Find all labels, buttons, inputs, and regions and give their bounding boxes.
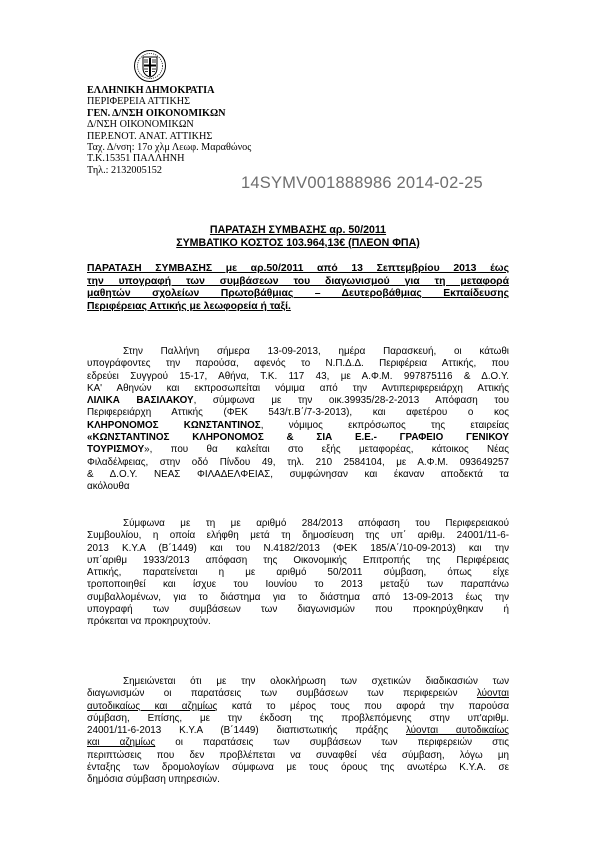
body-line: ΚΑ' Αθηνών και εκπροσωπείται νόμιμα από την Αντιπεριφερειάρχη Αττικής xyxy=(87,382,509,394)
subject-line: μαθητών σχολείων Πρωτοβάθμιας – Δευτεροβάθμιας Εκπαίδευσης xyxy=(87,288,509,300)
header-line: Ταχ. Δ/νση: 17ο χλμ Λεωφ. Μαραθώνος xyxy=(87,142,252,154)
body-line: συμβαλλομένων, για το διάστημα για το διάστημα από 13-09-2013 έως την xyxy=(87,591,509,603)
subject-block xyxy=(87,263,509,314)
body-line: εδρεύει Συγγρού 15-17, Αθήνα, Τ.Κ. 117 43, με Α.Φ.Μ. 997875116 & Δ.Ο.Υ. xyxy=(87,370,509,382)
body-text: κατά το μέρος τους που αφορά την παρούσα xyxy=(217,700,510,712)
body-line: Σημειώνεται ότι με την ολοκλήρωση των σχετικών διαδικασιών των xyxy=(123,676,509,687)
company-name-end: ΤΟΥΡΙΣΜΟΥ xyxy=(87,444,145,456)
underlined-text: λύονται xyxy=(476,688,509,700)
subject-line: την υπογραφή των συμβάσεων του διαγωνισμού για τη μεταφορά xyxy=(87,275,509,287)
title-line: ΠΑΡΑΤΑΣΗ ΣΥΜΒΑΣΗΣ αρ. 50/2011 xyxy=(209,224,387,236)
body-text: », που θα καλείται στο εξής μεταφορέας, κάτοικος Νέας xyxy=(144,444,509,456)
contractor-name: ΚΛΗΡΟΝΟΜΟΣ ΚΩΝΣΤΑΝΤΙΝΟΣ xyxy=(87,419,261,431)
body-line xyxy=(87,725,509,737)
body-line xyxy=(87,688,509,700)
paragraph-parties xyxy=(87,346,509,494)
underlined-text: λύονται αυτοδικαίως xyxy=(405,725,509,737)
header-line: ΕΛΛΗΝΙΚΗ ΔΗΜΟΚΡΑΤΙΑ xyxy=(87,85,215,96)
body-line: υπ΄αριθμ 1933/2013 απόφαση της Οικονομικής Επιτροπής της Περιφέρειας xyxy=(87,554,509,566)
body-text: , σύμφωνα με την οικ.39935/28-2-2013 Απόφαση του xyxy=(193,395,509,407)
header-line: Τηλ.: 2132005152 xyxy=(87,164,162,176)
header-line: ΠΕΡ.ΕΝΟΤ. ΑΝΑΤ. ΑΤΤΙΚΗΣ xyxy=(87,130,213,142)
greek-state-emblem-icon xyxy=(133,49,167,83)
body-line: υπογράφοντες την παρούσα, αφενός το Ν.Π.Δ.Δ. Περιφέρεια Αττικής, που xyxy=(87,358,509,370)
body-line: 2013 Κ.Υ.Α (Β΄1449) και του Ν.4182/2013 (ΦΕΚ 185/Α΄/10-09-2013) και την xyxy=(87,542,509,554)
body-line: δημόσια σύμβαση υπηρεσιών. xyxy=(87,774,220,786)
body-line: τροποποιηθεί και ίσχυε του Ιουνίου το 2013 μεταξύ των παραπάνω xyxy=(87,579,509,591)
title-line: ΣΥΜΒΑΤΙΚΟ ΚΟΣΤΟΣ 103.964,13€ (ΠΛΕΟΝ ΦΠΑ) xyxy=(176,236,420,249)
official-name: ΛΙΛΙΚΑ ΒΑΣΙΛΑΚΟΥ xyxy=(87,395,194,407)
body-line: Αττικής, παρατείνεται η με αριθμό 50/2011 σύμβαση, όπως είχε xyxy=(87,567,509,579)
body-line xyxy=(87,701,509,713)
paragraph-extension xyxy=(87,518,509,629)
ada-code: 14SYMV001888986 2014-02-25 xyxy=(241,174,483,192)
body-line: Συμβουλίου, η οποία ελήφθη μετά τη δημοσίευση της υπ΄ αριθμ. 24001/11-6- xyxy=(87,530,509,542)
body-line: υπογραφή των συμβάσεων των διαγωνισμών που προκηρύχθηκαν ή xyxy=(87,604,509,616)
body-text: 24001/11-6-2013 Κ.Υ.Α (Β΄1449) διαπιστωτικής πράξης xyxy=(87,725,406,737)
issuer-header xyxy=(87,85,347,176)
body-line: & Δ.Ο.Υ. ΝΕΑΣ ΦΙΛΑΔΕΛΦΕΙΑΣ, συμφώνησαν και έκαναν αποδεκτά τα xyxy=(87,468,509,480)
body-text: οι παρατάσεις των συμβάσεων των περιφερειών στις xyxy=(155,737,509,749)
body-line: Σύμφωνα με τη με αριθμό 284/2013 απόφαση του Περιφερειακού xyxy=(123,518,509,529)
company-name-line: «ΚΩΝΣΤΑΝΤΙΝΟΣ ΚΛΗΡΟΝΟΜΟΣ & ΣΙΑ Ε.Ε.- ΓΡΑΦΕΙΟ ΓΕΝΙΚΟΥ xyxy=(87,432,509,444)
body-line: Στην Παλλήνη σήμερα 13-09-2013, ημέρα Παρασκευή, οι κάτωθι xyxy=(123,346,509,357)
body-line xyxy=(87,395,509,407)
header-line: ΓΕΝ. Δ/ΝΣΗ ΟΙΚΟΝΟΜΙΚΩΝ xyxy=(87,107,226,119)
underlined-text: αυτοδικαίως και αζημίως xyxy=(87,700,218,712)
body-text: διαγωνισμών οι παρατάσεις των συμβάσεων των περιφερειών xyxy=(87,688,477,700)
body-line: Φιλαδέλφειας, στην οδό Πίνδου 49, τηλ. 210 2584104, με Α.Φ.Μ. 093649257 xyxy=(87,456,509,468)
header-line: ΠΕΡΙΦΕΡΕΙΑ ΑΤΤΙΚΗΣ xyxy=(87,96,191,108)
body-line xyxy=(87,420,509,432)
body-line xyxy=(87,444,509,456)
subject-line: Περιφέρειας Αττικής με λεωφορεία ή ταξί. xyxy=(87,301,291,313)
body-line: πρόκειται να προκηρυχτούν. xyxy=(87,616,211,628)
body-line xyxy=(87,737,509,749)
subject-line: ΠΑΡΑΤΑΣΗ ΣΥΜΒΑΣΗΣ με αρ.50/2011 από 13 Σεπτεμβρίου 2013 έως xyxy=(87,263,509,274)
body-line: ένταξης των δρομολογίων σύμφωνα με τους όρους της ανωτέρω Κ.Υ.Α. σε xyxy=(87,762,509,774)
header-line: Τ.Κ.15351 ΠΑΛΛΗΝΗ xyxy=(87,153,185,165)
body-line: περιπτώσεις που δεν προβλέπεται να συναφθεί νέα σύμβαση, λόγω μη xyxy=(87,749,509,761)
underlined-text: και αζημίως xyxy=(87,737,156,749)
body-line: Περιφερειάρχη Αττικής (ΦΕΚ 543/τ.Β΄/7-3-2013), και αφετέρου ο κος xyxy=(87,407,509,419)
body-line: σύμβαση, Επίσης, με την έκδοση της προβλεπόμενης στην υπ'αριθμ. xyxy=(87,712,509,724)
body-text: , νόμιμος εκπρόσωπος της εταιρείας xyxy=(260,419,509,431)
document-title xyxy=(87,224,509,249)
paragraph-termination xyxy=(87,676,509,787)
header-line: Δ/ΝΣΗ ΟΙΚΟΝΟΜΙΚΩΝ xyxy=(87,119,194,131)
body-line: ακόλουθα xyxy=(87,481,130,493)
